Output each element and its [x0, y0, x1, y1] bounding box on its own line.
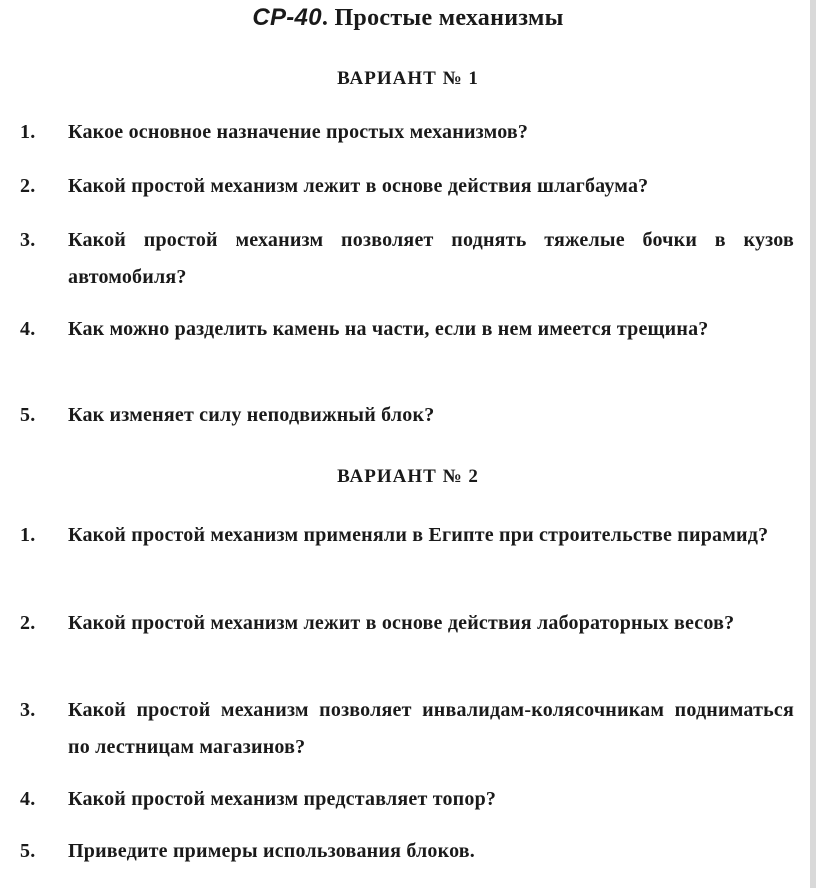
question-number: 5.	[20, 840, 36, 862]
question-text: Как можно разделить камень на части, если в нем имеется трещина?	[68, 318, 709, 340]
variant-1-question-4	[20, 311, 794, 348]
variant-1-question-3	[20, 222, 794, 296]
variant-1-question-2	[20, 168, 794, 205]
variant-2-question-1	[20, 517, 794, 554]
question-text: Какой простой механизм позволяет поднять тяжелые бочки в кузов автомобиля?	[68, 229, 794, 288]
variant-2-question-3	[20, 692, 794, 766]
question-number: 2.	[20, 175, 36, 197]
question-number: 4.	[20, 788, 36, 810]
variant-2-question-4	[20, 781, 794, 818]
question-number: 5.	[20, 404, 36, 426]
question-number: 3.	[20, 229, 36, 251]
question-text: Какое основное назначение простых механизмов?	[68, 121, 529, 143]
question-number: 2.	[20, 612, 36, 634]
question-number: 1.	[20, 121, 36, 143]
variant-1-heading: ВАРИАНТ № 1	[337, 68, 479, 89]
variant-1-question-1	[20, 114, 794, 151]
question-text: Какой простой механизм позволяет инвалидам-колясочникам подниматься по лестницам магазинов?	[68, 699, 794, 758]
variant-2-question-2	[20, 605, 794, 642]
variant-2-heading: ВАРИАНТ № 2	[337, 466, 479, 487]
worksheet-title	[0, 4, 816, 32]
question-text: Какой простой механизм применяли в Египте при строительстве пирамид?	[68, 524, 769, 546]
worksheet-title-text: . Простые механизмы	[321, 5, 564, 31]
question-number: 3.	[20, 699, 36, 721]
question-text: Какой простой механизм представляет топор?	[68, 788, 497, 810]
question-text: Как изменяет силу неподвижный блок?	[68, 404, 435, 426]
question-number: 4.	[20, 318, 36, 340]
question-text: Какой простой механизм лежит в основе действия лабораторных весов?	[68, 612, 735, 634]
question-number: 1.	[20, 524, 36, 546]
page-edge-shadow	[810, 0, 816, 888]
question-text: Приведите примеры использования блоков.	[68, 840, 475, 862]
variant-2-question-5	[20, 833, 794, 870]
worksheet-code: СР-40	[252, 4, 322, 31]
variant-1-question-5	[20, 397, 794, 434]
question-text: Какой простой механизм лежит в основе действия шлагбаума?	[68, 175, 649, 197]
